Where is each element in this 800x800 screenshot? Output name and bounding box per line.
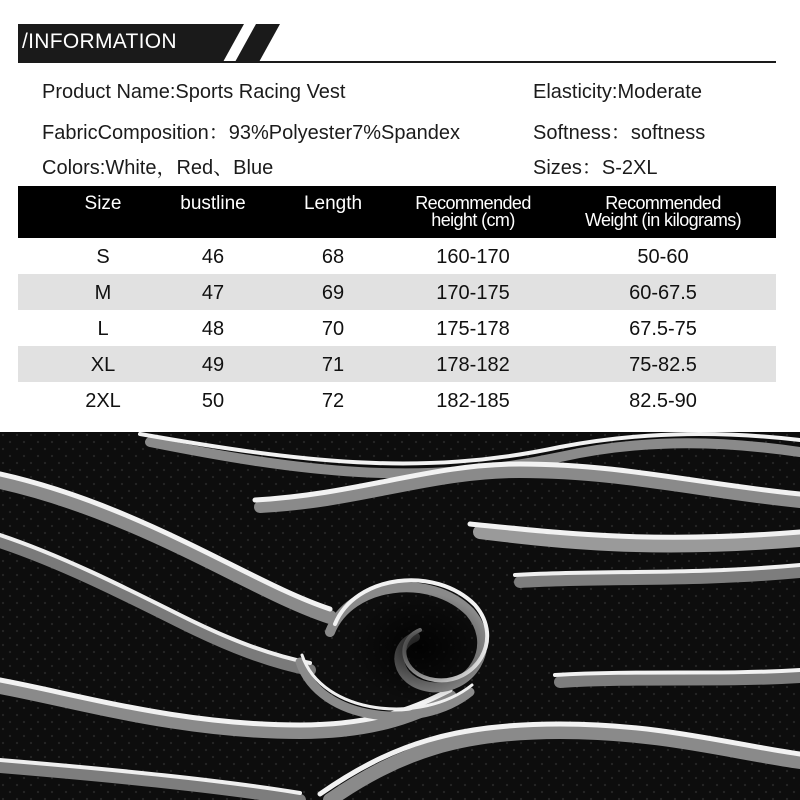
cell-size: 2XL bbox=[85, 390, 121, 412]
size-table bbox=[18, 186, 776, 418]
table-row bbox=[18, 310, 776, 346]
cell-bustline: 48 bbox=[201, 318, 225, 340]
cell-height: 182-185 bbox=[436, 390, 510, 412]
cell-bustline: 46 bbox=[201, 246, 225, 268]
cell-size: L bbox=[97, 318, 109, 340]
header-height-line1: Recommended bbox=[415, 193, 531, 213]
info-product-name bbox=[42, 81, 345, 104]
info-label: Elasticity: bbox=[533, 81, 618, 103]
info-softness bbox=[533, 116, 705, 145]
info-value: softness bbox=[630, 122, 706, 144]
header-height-line2: height (cm) bbox=[431, 210, 515, 230]
table-row bbox=[18, 238, 776, 274]
info-value: Moderate bbox=[617, 81, 702, 103]
info-value: 93%Polyester7%Spandex bbox=[228, 122, 460, 144]
table-row bbox=[18, 346, 776, 382]
section-title: /INFORMATION bbox=[22, 30, 177, 53]
table-row bbox=[18, 274, 776, 310]
cell-weight: 82.5-90 bbox=[629, 390, 697, 412]
cell-height: 160-170 bbox=[436, 246, 510, 268]
cell-bustline: 47 bbox=[201, 282, 225, 304]
header-size: Size bbox=[84, 193, 122, 214]
header-length: Length bbox=[303, 193, 363, 214]
info-fabric bbox=[42, 116, 460, 145]
table-row bbox=[18, 382, 776, 418]
info-value: S-2XL bbox=[601, 157, 658, 179]
cell-bustline: 50 bbox=[201, 390, 225, 412]
title-divider bbox=[18, 61, 776, 63]
info-label: FabricComposition： bbox=[42, 122, 229, 144]
cell-length: 69 bbox=[321, 282, 345, 304]
header-weight-line2: Weight (in kilograms) bbox=[584, 210, 742, 230]
cell-size: S bbox=[96, 246, 110, 268]
info-label: Softness： bbox=[533, 122, 631, 144]
section-banner bbox=[18, 24, 280, 62]
cell-weight: 50-60 bbox=[637, 246, 689, 268]
cell-height: 170-175 bbox=[436, 282, 510, 304]
info-value: White，Red、Blue bbox=[105, 157, 274, 179]
cell-size: XL bbox=[90, 354, 116, 376]
info-label: Product Name: bbox=[42, 81, 176, 103]
cell-bustline: 49 bbox=[201, 354, 225, 376]
table-header bbox=[18, 186, 776, 238]
cell-length: 70 bbox=[321, 318, 345, 340]
cell-weight: 75-82.5 bbox=[629, 354, 697, 376]
info-sizes bbox=[533, 151, 658, 180]
cell-length: 68 bbox=[321, 246, 345, 268]
fabric-swirl-center bbox=[350, 592, 490, 702]
info-label: Sizes： bbox=[533, 157, 602, 179]
fabric-photo bbox=[0, 432, 800, 800]
info-colors bbox=[42, 151, 273, 180]
cell-height: 175-178 bbox=[436, 318, 510, 340]
cell-size: M bbox=[94, 282, 112, 304]
cell-length: 71 bbox=[321, 354, 345, 376]
cell-height: 178-182 bbox=[436, 354, 510, 376]
info-elasticity bbox=[533, 81, 702, 104]
cell-weight: 60-67.5 bbox=[629, 282, 697, 304]
info-value: Sports Racing Vest bbox=[175, 81, 346, 103]
header-bustline: bustline bbox=[180, 193, 246, 214]
cell-length: 72 bbox=[321, 390, 345, 412]
cell-weight: 67.5-75 bbox=[629, 318, 697, 340]
header-weight-line1: Recommended bbox=[605, 193, 721, 213]
info-label: Colors: bbox=[42, 157, 106, 179]
